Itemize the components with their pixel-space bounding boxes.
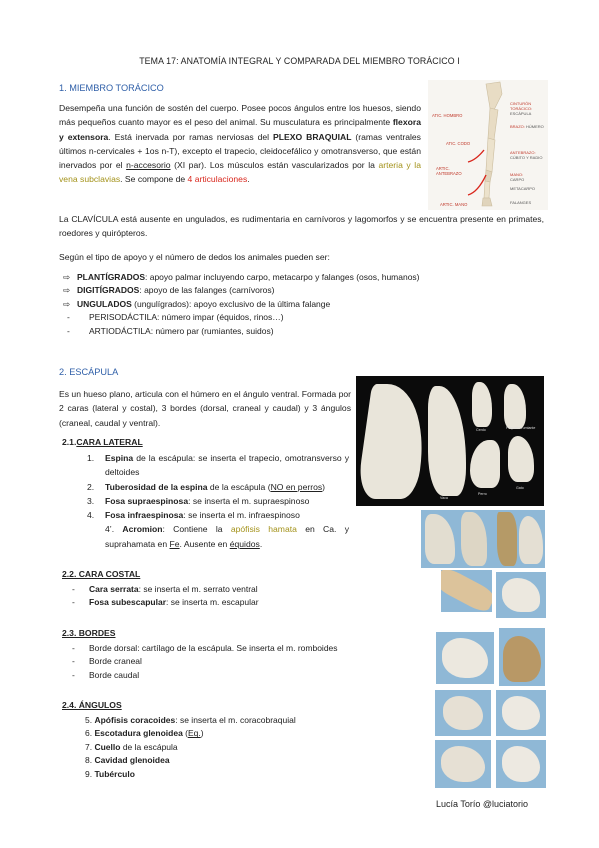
item-text: : se inserta el m. serrato ventral — [138, 584, 258, 594]
label-main: MANO: — [510, 172, 524, 177]
list-item — [87, 451, 349, 480]
item-num: 3. — [87, 495, 95, 506]
text-bold: PLEXO BRAQUIAL — [273, 131, 352, 142]
angulos-photo — [435, 740, 491, 788]
list-item — [72, 583, 402, 596]
sublist-text: PERISODÁCTILA: número impar (équidos, rinos…) — [89, 312, 284, 323]
heading-text: CARA LATERAL — [76, 437, 143, 447]
item-text: ) — [200, 728, 204, 739]
item-text: . Ausente en — [179, 538, 230, 549]
bordes-list — [72, 642, 422, 682]
dash-icon: - — [72, 584, 75, 594]
item-underlined: équidos — [229, 538, 260, 549]
label-brazo — [510, 124, 544, 129]
item-num: 4’. — [105, 524, 115, 535]
item-num: 8. — [85, 755, 93, 766]
scapula-bone — [472, 382, 492, 427]
text-bold: flexora y extensora — [59, 117, 421, 142]
scapula-bone — [356, 384, 432, 499]
label-sub: CÚBITO Y RADIO — [510, 155, 543, 160]
label-mano-right — [510, 172, 524, 182]
label-metacarpo: METACARPO — [510, 186, 536, 191]
apoyo-intro: Según el tipo de apoyo y el número de dedos los animales pueden ser: — [59, 252, 330, 262]
subsection-2-3-heading: 2.3. BORDES — [62, 628, 116, 638]
list-term: UNGULADOS — [77, 298, 132, 309]
section-1-paragraph — [59, 101, 421, 187]
scapula-bone — [425, 514, 455, 564]
item-term: Tubérculo — [94, 768, 135, 779]
list-text: : apoyo palmar incluyendo carpo, metacarpo y falanges (osos, humanos) — [145, 272, 420, 282]
label-sub: HÚMERO — [526, 124, 544, 129]
heading-num: 2.1. — [62, 437, 77, 447]
dash-icon: - — [67, 312, 70, 323]
scapula-bone — [428, 386, 466, 496]
label-codo: ATIC. CODO — [446, 141, 471, 146]
text-red: 4 articulaciones — [187, 174, 248, 185]
label-main: BRAZO: — [510, 124, 525, 129]
list-item — [85, 727, 405, 740]
item-term: Cara serrata — [89, 584, 139, 594]
list-item — [85, 714, 405, 727]
scapula-bone — [519, 516, 543, 564]
item-num: 6. — [85, 728, 93, 739]
sublist-text: ARTIODÁCTILA: número par (rumiantes, suidos) — [89, 325, 274, 336]
text-run: . Está inervada por ramas nerviosas del — [108, 131, 274, 142]
item-num: 5. — [85, 715, 93, 725]
dash-icon: - — [67, 325, 70, 336]
item-text: : se inserta el m. infraespinoso — [183, 510, 300, 521]
item-text: ) — [322, 481, 326, 492]
item-text: de la escápula — [120, 741, 178, 752]
text-highlight: arteria y la vena subclavias — [59, 160, 421, 185]
item-term: Fosa infraespinosa — [105, 510, 184, 521]
text-run: (ramas ventrales últimos n-cervicales + 1os n-T), excepto el trapecio, cleidocefálico y omotransverso, que están inervados por el — [59, 131, 421, 171]
label-main: ANTEBRAZO: — [510, 150, 536, 155]
item-term: Acromion — [122, 524, 163, 535]
text-run: Desempeña una función de sostén del cuerpo. Posee pocos ángulos entre los huesos, siendo más pequeños cuanto mayor es el peso del animal. Su musculatura es principalmente — [59, 103, 421, 128]
bordes-photo — [499, 628, 545, 686]
scapula-bone — [443, 696, 483, 730]
photo-label: Pequeño rumiante — [506, 426, 536, 430]
item-text: Borde craneal — [89, 656, 142, 667]
item-num: 2. — [87, 481, 95, 492]
angulos-photo — [496, 690, 546, 736]
angulos-list — [85, 714, 405, 781]
limb-figure — [428, 80, 548, 210]
scapula-bone — [504, 384, 526, 429]
scapula-lateral-photos — [421, 510, 545, 568]
item-term: Cavidad glenoidea — [94, 755, 170, 766]
label-falanges: FALANGES — [510, 200, 532, 205]
scapula-bone — [441, 746, 485, 782]
list-item — [63, 298, 543, 311]
label-sub: CARPO — [510, 177, 525, 182]
sublist-item — [63, 311, 543, 324]
item-term: Cuello — [94, 741, 121, 752]
list-item — [72, 642, 422, 655]
label-antebrazo-right — [510, 150, 542, 160]
label-main: CINTURÓN TORÁCICO: — [510, 101, 533, 111]
list-item — [87, 480, 349, 494]
scapula-bone — [470, 440, 500, 488]
text-run: . — [247, 174, 250, 185]
item-text: : Contiene la — [162, 524, 231, 535]
item-num: 7. — [85, 741, 93, 752]
photo-label: Perro — [478, 492, 487, 496]
text-run: . Se compone de — [120, 174, 188, 185]
item-highlight: apófisis hamata — [230, 524, 297, 535]
item-text: : se inserta m. escapular — [166, 597, 259, 608]
photo-label: Gato — [516, 486, 524, 490]
apoyo-list — [63, 271, 543, 338]
item-text: . — [259, 538, 263, 549]
label-sub: ESCÁPULA — [510, 111, 532, 116]
scapula-bone — [503, 636, 541, 682]
item-num: 4. — [87, 510, 95, 521]
list-item — [72, 655, 422, 668]
section-1-heading: 1. MIEMBRO TORÁCICO — [59, 83, 164, 93]
list-item — [85, 741, 405, 754]
label-cinturon — [510, 101, 548, 116]
arrow-right-icon: ⇨ — [63, 285, 71, 296]
item-text: de la escápula ( — [207, 481, 271, 492]
scapula-comparison-photo — [356, 376, 544, 506]
item-text: : se inserta el m. coracobraquial — [175, 715, 296, 725]
angulos-photo — [496, 740, 546, 788]
item-underlined: Fe — [169, 538, 180, 549]
list-item — [63, 271, 543, 284]
list-term: PLANTÍGRADOS — [77, 272, 145, 282]
text-underlined: n-accesorio — [126, 160, 171, 171]
scapula-bone — [442, 638, 488, 678]
dash-icon: - — [72, 597, 75, 608]
photo-label: Vaca — [440, 496, 448, 500]
item-underlined: Eq. — [188, 728, 201, 739]
item-term: Espina — [105, 453, 134, 463]
footer-author: Lucía Torío @luciatorio — [436, 799, 529, 809]
item-text: Borde caudal — [89, 669, 140, 680]
scapula-bone — [502, 578, 540, 612]
costal-photo — [441, 570, 492, 612]
label-hombro: ATIC. HOMBRO — [432, 113, 463, 118]
scapula-bone — [497, 512, 517, 566]
dash-icon: - — [72, 656, 75, 667]
subsection-2-1-heading — [62, 437, 143, 447]
item-term: Escotadura glenoidea — [94, 728, 183, 739]
list-item — [85, 768, 405, 781]
label-antebrazo: ARTIC. ANTEBRAZO — [436, 166, 462, 176]
item-num: 1. — [87, 453, 95, 463]
list-item — [85, 754, 405, 767]
costal-photo — [496, 572, 546, 618]
cara-costal-list — [72, 583, 402, 610]
item-text: de la escápula: se inserta el trapecio, omotransverso y deltoides — [105, 453, 349, 478]
arrow-right-icon: ⇨ — [63, 272, 71, 282]
item-text: ( — [182, 728, 189, 739]
text-run: (XI par). Los músculos están vascularizados por la — [170, 160, 379, 171]
label-mano: ARTIC. MANO — [440, 202, 468, 207]
photo-label: Cerdo — [476, 428, 486, 432]
subsection-2-4-heading: 2.4. ÁNGULOS — [62, 700, 122, 710]
arrow-right-icon: ⇨ — [63, 298, 71, 309]
list-term: DIGITÍGRADOS — [77, 285, 140, 296]
list-item — [87, 494, 349, 508]
section-2-heading: 2. ESCÁPULA — [59, 367, 119, 377]
list-item — [72, 596, 402, 609]
item-underlined: NO en perros — [270, 481, 323, 492]
scapula-bone — [461, 512, 487, 566]
list-text: (ungulígrados): apoyo exclusivo de la última falange — [131, 298, 331, 309]
item-text: en Ca. y suprahamata en — [105, 524, 350, 549]
dash-icon: - — [72, 669, 75, 680]
angulos-photo — [435, 690, 491, 736]
escapula-intro: Es un hueso plano, articula con el húmero en el ángulo ventral. Formada por 2 caras (lateral y costal), 3 bordes (dorsal, craneal y caudal) y 3 ángulos (craneal, caudal y ventral). — [59, 389, 351, 428]
item-num: 9. — [85, 768, 93, 779]
dash-icon: - — [72, 643, 75, 653]
scapula-bone — [508, 436, 534, 482]
clavicula-paragraph: La CLAVÍCULA está ausente en ungulados, es rudimentaria en carnívoros y lagomorfos y se encuentra presente en primates, roedores y quirópteros. — [59, 214, 544, 239]
bordes-photo — [436, 632, 494, 684]
sublist-item — [63, 325, 543, 338]
page-title: TEMA 17: ANATOMÍA INTEGRAL Y COMPARADA DEL MIEMBRO TORÁCICO I — [139, 56, 460, 66]
list-item — [87, 508, 349, 522]
cara-lateral-list — [87, 451, 349, 551]
item-text: Borde dorsal: cartílago de la escápula. Se inserta el m. romboides — [89, 643, 338, 653]
list-item-4b — [87, 522, 349, 551]
item-term: Fosa supraespinosa — [105, 495, 189, 506]
list-item — [72, 669, 422, 682]
list-item — [63, 284, 543, 297]
subsection-2-2-heading: 2.2. CARA COSTAL — [62, 569, 141, 579]
scapula-bone — [502, 696, 540, 730]
item-term: Apófisis coracoides — [94, 715, 176, 725]
scapula-bone — [441, 570, 492, 612]
list-text: : apoyo de las falanges (carnívoros) — [139, 285, 275, 296]
item-term: Tuberosidad de la espina — [105, 481, 208, 492]
item-term: Fosa subescapular — [89, 597, 167, 608]
item-text: : se inserta el m. supraespinoso — [188, 495, 310, 506]
scapula-bone — [502, 746, 540, 782]
